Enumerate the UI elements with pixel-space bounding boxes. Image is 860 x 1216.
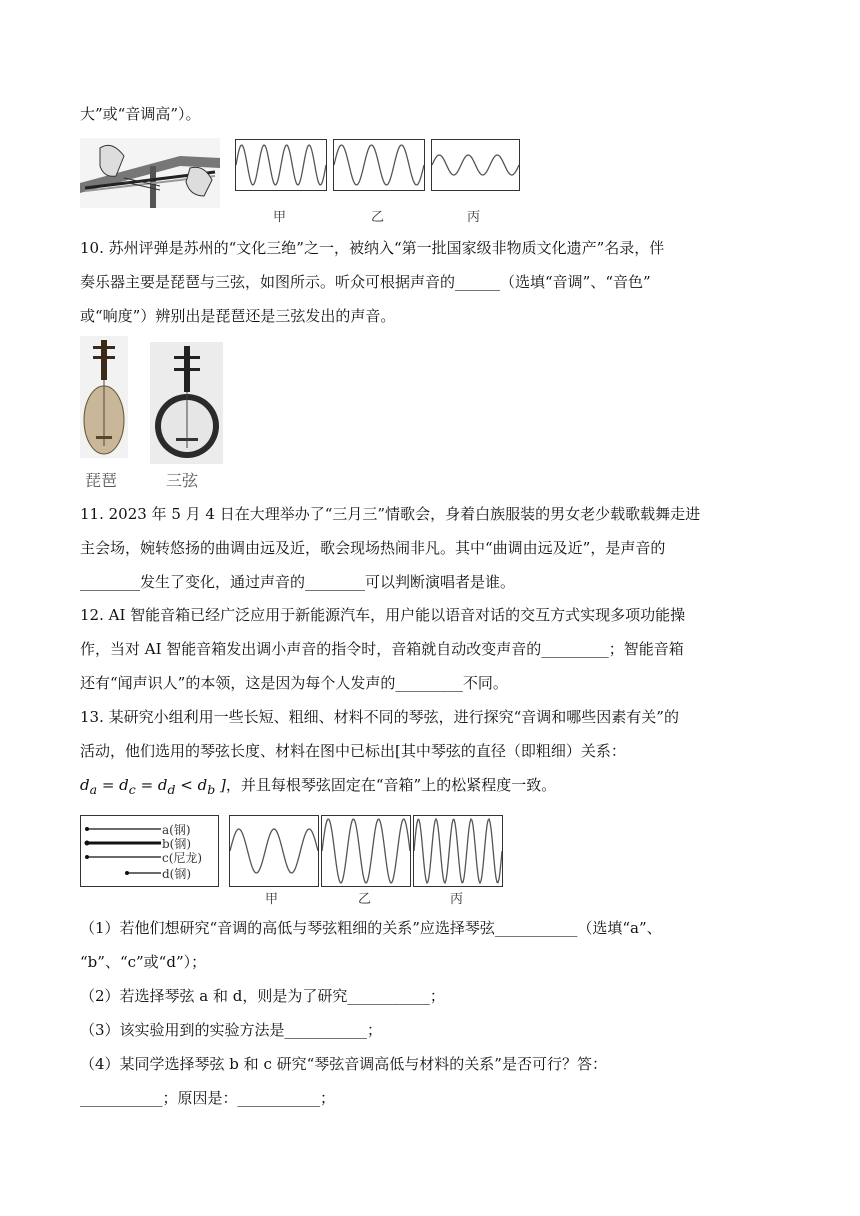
ruler-experiment-image — [80, 138, 220, 208]
q10-line-1: 10. 苏州评弹是苏州的“文化三绝”之一，被纳入“第一批国家级非物质文化遗产”名录，伴 — [80, 239, 665, 257]
string-b-label: b(钢) — [162, 837, 192, 851]
question-9-tail: 大”或“音调高”）。 — [80, 105, 201, 123]
waveform-jia — [235, 139, 327, 191]
caption-13-bing: 丙 — [450, 892, 464, 907]
q13-sub-1b: “b”、“c”或“d”）； — [80, 953, 207, 971]
q10-line-3: 或“响度”）辨别出是琵琶还是三弦发出的声音。 — [80, 307, 396, 325]
q11-line-3: ________发生了变化，通过声音的________可以判断演唱者是谁。 — [80, 573, 516, 591]
q13-line-2: 活动，他们选用的琴弦长度、材料在图中已标出[其中琴弦的直径（即粗细）关系： — [80, 742, 626, 760]
caption-bing: 丙 — [467, 210, 481, 225]
q12-line-3: 还有“闻声识人”的本领，这是因为每个人发声的_________不同。 — [80, 674, 508, 692]
q13-formula-tail: ，并且每根琴弦固定在“音箱”上的松紧程度一致。 — [225, 776, 557, 794]
caption-13-jia: 甲 — [265, 892, 279, 907]
q13-sub-3: （3）该实验用到的实验方法是___________； — [80, 1021, 383, 1039]
caption-yi: 乙 — [371, 210, 385, 225]
q12-line-1: 12. AI 智能音箱已经广泛应用于新能源汽车，用户能以语音对话的交互方式实现多项功能操 — [80, 606, 686, 624]
q13-sub-1: （1）若他们想研究“音调的高低与琴弦粗细的关系”应选择琴弦___________（选填“a”、 — [80, 919, 662, 937]
waveform-yi — [333, 139, 425, 191]
q13-sub-2: （2）若选择琴弦 a 和 d，则是为了研究___________； — [80, 987, 445, 1005]
caption-13-yi: 乙 — [358, 892, 372, 907]
string-a-label: a(钢) — [162, 823, 191, 837]
sanxian-image — [150, 342, 223, 464]
waveform-13-jia — [229, 815, 319, 887]
q11-line-2: 主会场，婉转悠扬的曲调由远及近，歌会现场热闹非凡。其中“曲调由远及近”，是声音的 — [80, 539, 666, 557]
q13-sub-4b: ___________；原因是：___________； — [80, 1089, 336, 1107]
diameter-relation-formula: $d_a = d_c = d_d < d_b$ ] — [80, 776, 226, 797]
caption-jia: 甲 — [273, 210, 287, 225]
waveform-13-yi — [321, 815, 411, 887]
pipa-image — [80, 336, 128, 458]
q10-line-2: 奏乐器主要是琵琶与三弦，如图所示。听众可根据声音的______（选填“音调”、“音色” — [80, 273, 651, 291]
waveform-13-bing — [413, 815, 503, 887]
caption-pipa: 琵琶 — [85, 471, 118, 490]
q11-line-1: 11. 2023 年 5 月 4 日在大理举办了“三月三”情歌会，身着白族服装的男女老少载歌载舞走进 — [80, 505, 701, 523]
waveform-bing — [431, 139, 520, 191]
q12-line-2: 作，当对 AI 智能音箱发出调小声音的指令时，音箱就自动改变声音的_________；智能音箱 — [80, 640, 684, 658]
q13-sub-4: （4）某同学选择琴弦 b 和 c 研究“琴弦音调高低与材料的关系”是否可行？答： — [80, 1055, 607, 1073]
q13-line-1: 13. 某研究小组利用一些长短、粗细、材料不同的琴弦，进行探究“音调和哪些因素有关”的 — [80, 708, 679, 726]
q13-formula-line — [80, 775, 556, 800]
string-d-label: d(钢) — [162, 867, 192, 881]
string-c-label: c(尼龙) — [162, 851, 203, 865]
caption-sanxian: 三弦 — [166, 471, 199, 490]
